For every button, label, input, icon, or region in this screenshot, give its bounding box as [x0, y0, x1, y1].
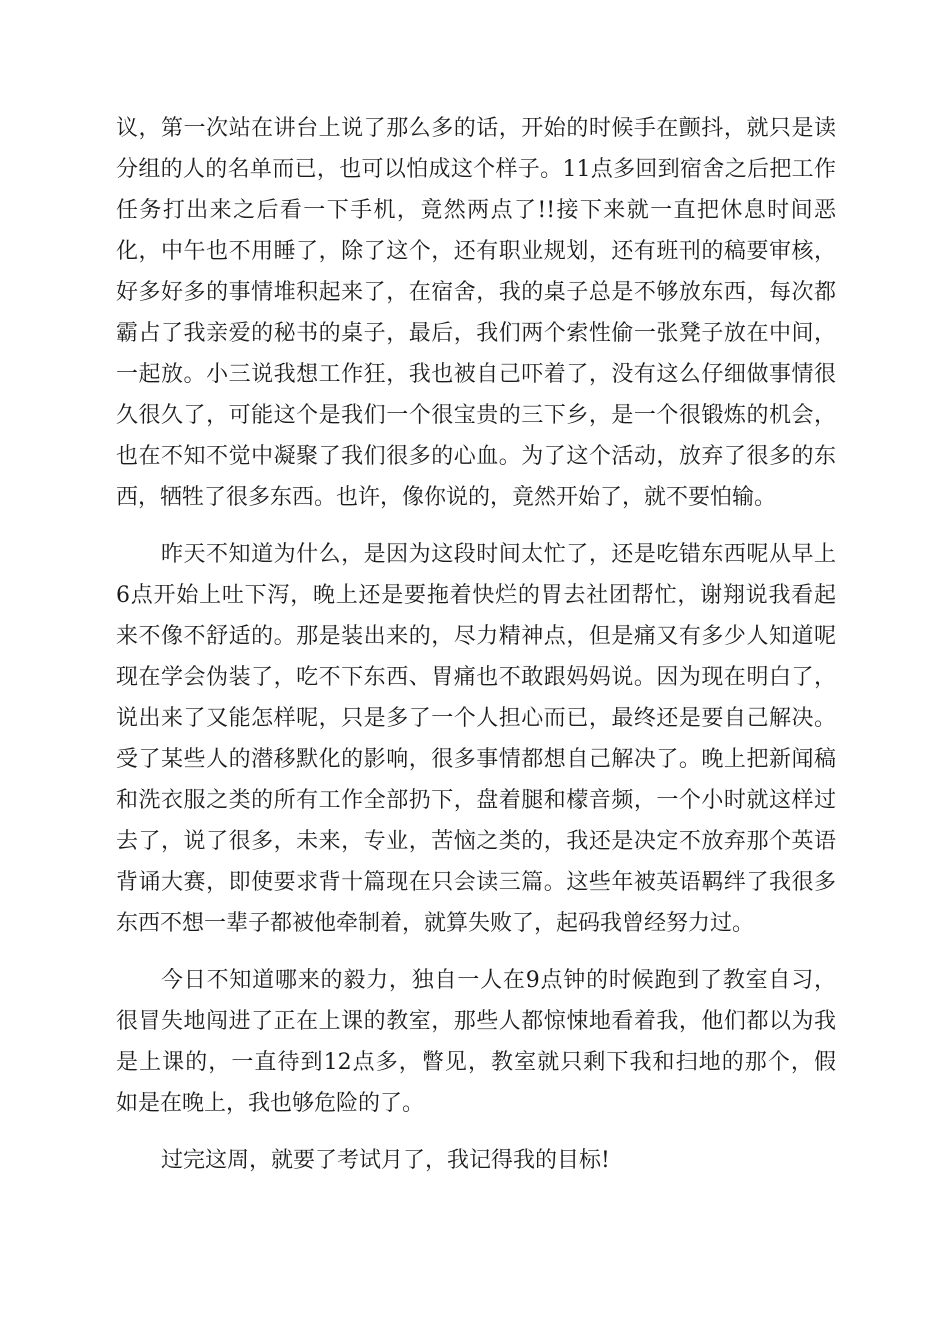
text-line: 如是在晚上，我也够危险的了。	[116, 1091, 425, 1116]
text-line: 任务打出来之后看一下手机，竟然两点了!!接下来就一直把休息时间恶	[116, 198, 836, 223]
text-line: 化，中午也不用睡了，除了这个，还有职业规划，还有班刊的稿要审核，	[116, 239, 836, 264]
paragraph-1	[116, 108, 836, 518]
text-line: 受了某些人的潜移默化的影响，很多事情都想自己解决了。晚上把新闻稿	[116, 747, 836, 772]
text-line: 久很久了，可能这个是我们一个很宝贵的三下乡，是一个很锻炼的机会，	[116, 403, 836, 428]
text-line: 一起放。小三说我想工作狂，我也被自己吓着了，没有这么仔细做事情很	[116, 362, 836, 387]
text-line: 背诵大赛，即使要求背十篇现在只会读三篇。这些年被英语羁绊了我很多	[116, 870, 836, 895]
document-body	[116, 108, 836, 1181]
text-line: 霸占了我亲爱的秘书的桌子，最后，我们两个索性偷一张凳子放在中间，	[116, 321, 836, 346]
paragraph-3	[116, 960, 836, 1124]
paragraph-2	[116, 534, 836, 944]
text-line: 现在学会伪装了，吃不下东西、胃痛也不敢跟妈妈说。因为现在明白了，	[116, 665, 836, 690]
text-line: 过完这周，就要了考试月了，我记得我的目标!	[161, 1148, 610, 1173]
paragraph-spacing	[116, 944, 836, 960]
text-line: 好多好多的事情堆积起来了，在宿舍，我的桌子总是不够放东西，每次都	[116, 280, 836, 305]
text-line: 说出来了又能怎样呢，只是多了一个人担心而已，最终还是要自己解决。	[116, 706, 836, 731]
paragraph-spacing	[116, 518, 836, 534]
text-line: 去了，说了很多，未来，专业，苦恼之类的，我还是决定不放弃那个英语	[116, 829, 836, 854]
text-line: 今日不知道哪来的毅力，独自一人在9点钟的时候跑到了教室自习，	[161, 968, 836, 993]
text-line: 也在不知不觉中凝聚了我们很多的心血。为了这个活动，放弃了很多的东	[116, 444, 836, 469]
text-line: 东西不想一辈子都被他牵制着，就算失败了，起码我曾经努力过。	[116, 911, 755, 936]
text-line: 是上课的，一直待到12点多，瞥见，教室就只剩下我和扫地的那个，假	[116, 1050, 836, 1075]
text-line: 昨天不知道为什么，是因为这段时间太忙了，还是吃错东西呢从早上	[161, 542, 836, 567]
text-line: 和洗衣服之类的所有工作全部扔下，盘着腿和檬音频，一个小时就这样过	[116, 788, 836, 813]
text-line: 西，牺牲了很多东西。也许，像你说的，竟然开始了，就不要怕输。	[116, 485, 777, 510]
paragraph-4	[116, 1140, 836, 1181]
paragraph-spacing	[116, 1124, 836, 1140]
text-line: 议，第一次站在讲台上说了那么多的话，开始的时候手在颤抖，就只是读	[116, 116, 836, 141]
text-line: 很冒失地闯进了正在上课的教室，那些人都惊悚地看着我，他们都以为我	[116, 1009, 836, 1034]
text-line: 分组的人的名单而已，也可以怕成这个样子。11点多回到宿舍之后把工作	[116, 157, 836, 182]
text-line: 来不像不舒适的。那是装出来的，尽力精神点，但是痛又有多少人知道呢	[116, 624, 836, 649]
text-line: 6点开始上吐下泻，晚上还是要拖着快烂的胃去社团帮忙，谢翔说我看起	[116, 583, 836, 608]
